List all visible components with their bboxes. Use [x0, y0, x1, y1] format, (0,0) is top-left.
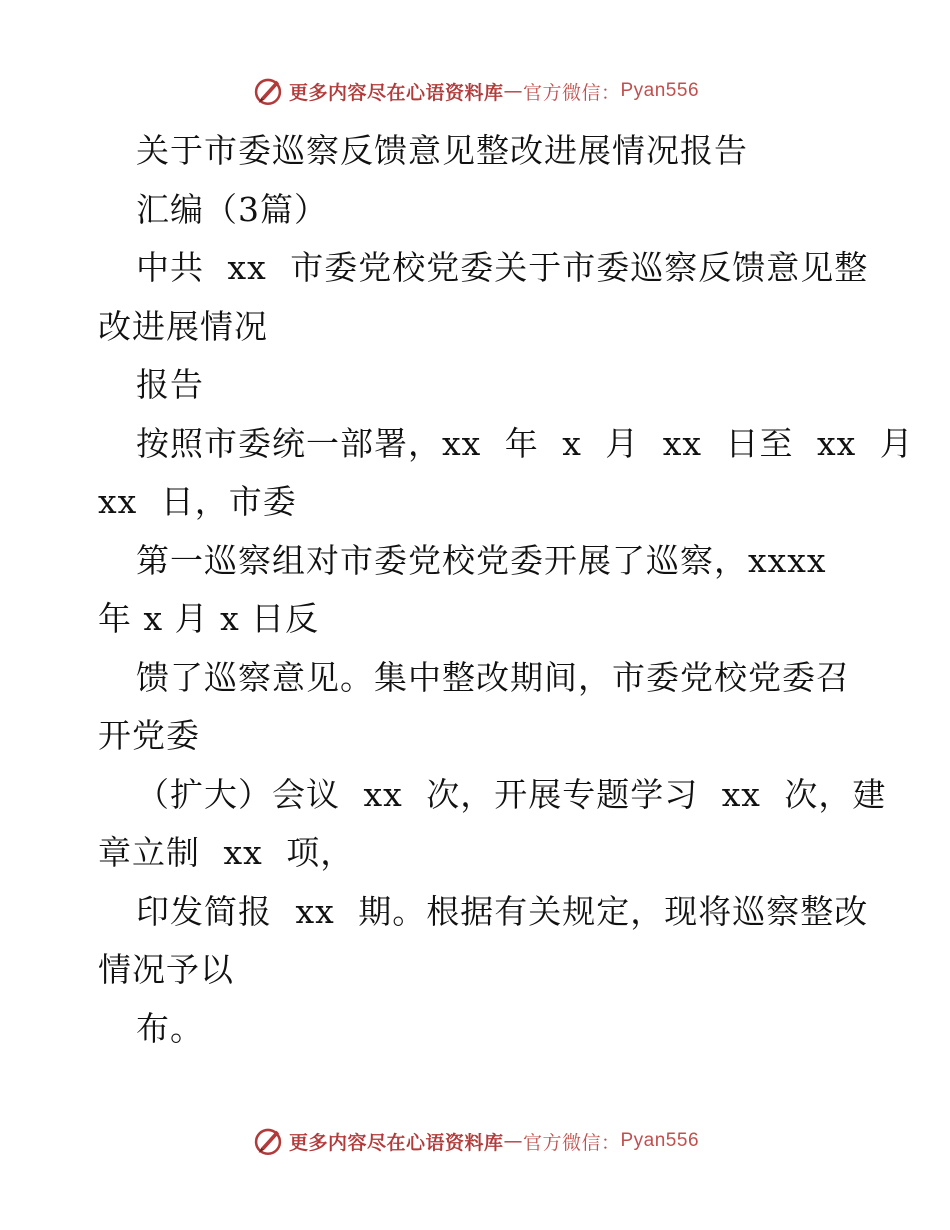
paragraph-line: 报告	[136, 365, 204, 404]
paragraph-line: 开党委	[98, 716, 200, 755]
paragraph-line: xx 日，市委	[98, 482, 297, 521]
banner-wechat-label: 官方微信：	[522, 1131, 621, 1154]
document-body	[98, 122, 914, 1058]
paragraph-line: 章立制 xx 项，	[98, 833, 355, 872]
banner-main-text: 更多内容尽在心语资料库	[288, 81, 504, 104]
paragraph-line: 布。	[136, 1008, 204, 1048]
paragraph-line: 中共 xx 市委党校党委关于市委巡察反馈意见整	[136, 248, 869, 287]
quill-pen-circle-icon	[251, 1124, 285, 1158]
footer-banner	[0, 1121, 950, 1161]
banner-wechat-id: Pyan556	[620, 1130, 700, 1151]
paragraph-line: 改进展情况	[98, 306, 268, 346]
paragraph-line: 第一巡察组对市委党校党委开展了巡察，xxxx	[136, 540, 827, 580]
banner-wechat-label: 官方微信：	[522, 81, 621, 104]
document-title-line-2: 汇编（3篇）	[136, 189, 328, 229]
banner-wechat-id: Pyan556	[620, 80, 700, 101]
paragraph-line: 按照市委统一部署，xx 年 x 月 xx 日至 xx 月	[136, 423, 914, 463]
paragraph-line: 印发简报 xx 期。根据有关规定，现将巡察整改	[136, 891, 869, 931]
header-banner	[0, 71, 950, 111]
banner-separator: —	[503, 1130, 523, 1152]
document-title-line-1: 关于市委巡察反馈意见整改进展情况报告	[136, 131, 748, 170]
quill-pen-circle-icon	[251, 74, 285, 108]
banner-main-text: 更多内容尽在心语资料库	[288, 1131, 504, 1154]
paragraph-line: 年 x 月 x 日反	[98, 599, 320, 638]
paragraph-line: （扩大）会议 xx 次，开展专题学习 xx 次，建	[136, 774, 887, 814]
paragraph-line: 馈了巡察意见。集中整改期间，市委党校党委召	[136, 657, 850, 697]
banner-separator: —	[503, 80, 523, 102]
paragraph-line: 情况予以	[98, 950, 234, 989]
